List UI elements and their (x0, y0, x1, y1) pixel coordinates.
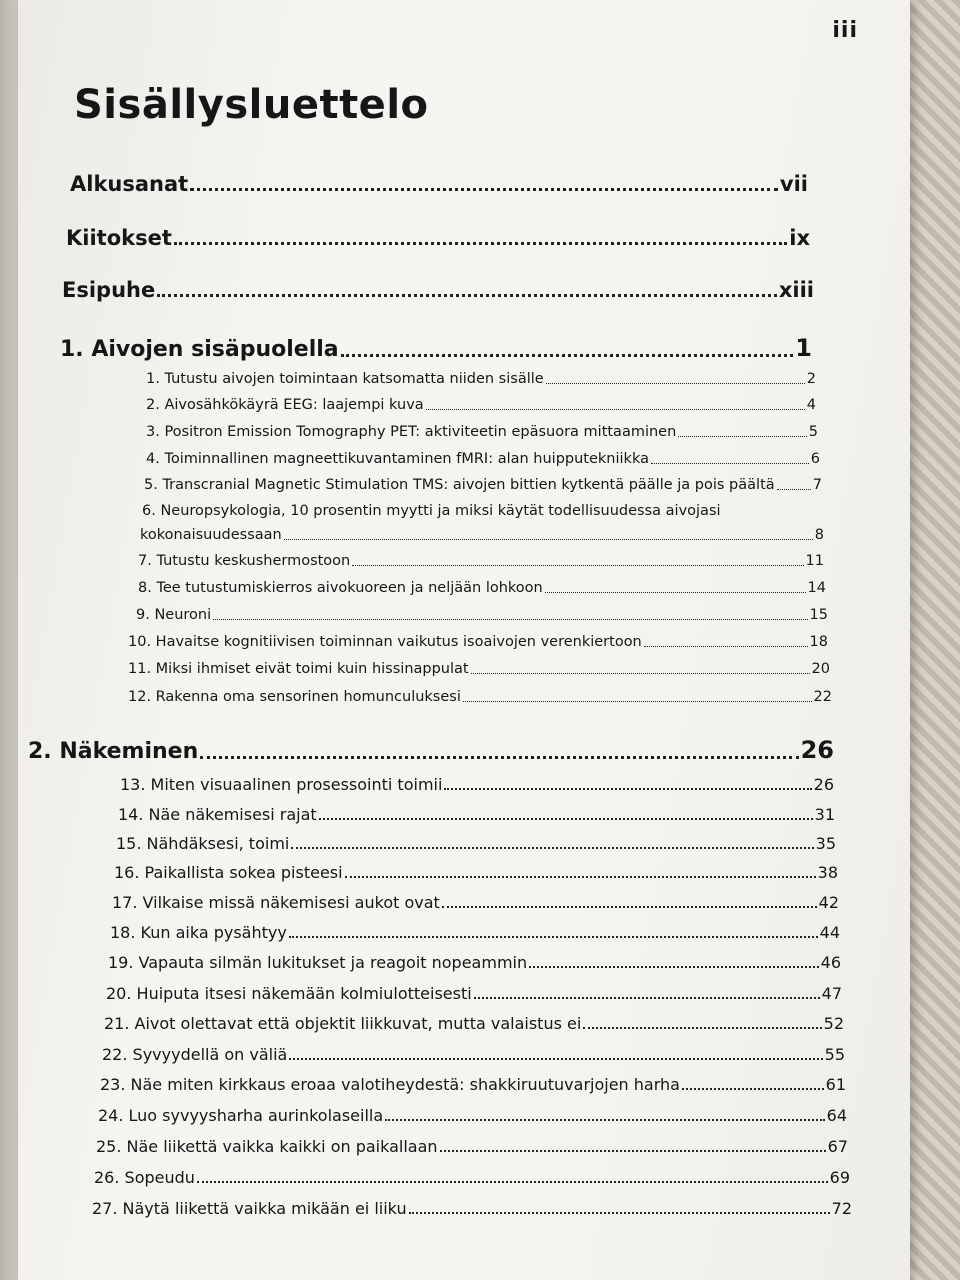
leader-dots (546, 383, 805, 384)
leader-dots (545, 592, 806, 593)
leader-dots (341, 354, 794, 357)
toc-label: kokonaisuudessaan (140, 527, 282, 543)
toc-page: 15 (809, 607, 828, 623)
toc-label: Alkusanat (70, 172, 189, 196)
toc-entry-10[interactable] (128, 634, 828, 650)
toc-front-kiitokset[interactable] (66, 226, 810, 250)
toc-page: 11 (805, 553, 824, 569)
toc-entry-27[interactable] (92, 1199, 852, 1218)
toc-entry-11[interactable] (128, 661, 830, 677)
toc-entry-16[interactable] (114, 863, 838, 882)
toc-page: 64 (826, 1106, 847, 1125)
leader-dots (385, 1119, 824, 1121)
toc-page: 22 (813, 689, 832, 705)
toc-label: 20. Huiputa itsesi näkemään kolmiulotteisesti (106, 984, 472, 1003)
leader-dots (444, 788, 811, 790)
toc-label: Kiitokset (66, 226, 172, 250)
toc-entry-21[interactable] (104, 1014, 844, 1033)
toc-page: 67 (827, 1137, 848, 1156)
toc-page: 6 (810, 451, 820, 467)
toc-label: 9. Neuroni (136, 607, 212, 623)
toc-page: 2 (806, 371, 816, 387)
toc-page: 14 (807, 580, 826, 596)
leader-dots (174, 242, 787, 245)
toc-chapter-1[interactable] (60, 334, 812, 362)
toc-page: 18 (809, 634, 828, 650)
toc-label: 26. Sopeudu (94, 1168, 195, 1187)
book-page (18, 0, 910, 1280)
toc-label: 19. Vapauta silmän lukitukset ja reagoit nopeammin (108, 953, 528, 972)
leader-dots (440, 1150, 826, 1152)
toc-page: 72 (831, 1199, 852, 1218)
leader-dots (651, 463, 809, 464)
leader-dots (319, 818, 813, 820)
toc-entry-12[interactable] (128, 689, 832, 705)
toc-entry-17[interactable] (112, 893, 839, 912)
toc-entry-13[interactable] (120, 775, 834, 794)
leader-dots (190, 188, 778, 191)
toc-page: 46 (820, 953, 841, 972)
toc-page: 35 (815, 834, 836, 853)
leader-dots (289, 1058, 822, 1060)
page-title: Sisällysluettelo (74, 82, 429, 128)
leader-dots (291, 847, 813, 849)
leader-dots (157, 294, 777, 297)
toc-entry-24[interactable] (98, 1106, 847, 1125)
leader-dots (463, 701, 812, 702)
toc-page: vii (779, 172, 808, 196)
leader-dots (289, 936, 818, 938)
toc-entry-5[interactable] (144, 477, 822, 493)
toc-entry-25[interactable] (96, 1137, 848, 1156)
toc-entry-3[interactable] (146, 424, 818, 440)
toc-label: 13. Miten visuaalinen prosessointi toimii (120, 775, 443, 794)
toc-page: 5 (808, 424, 818, 440)
toc-label: 18. Kun aika pysähtyy (110, 923, 287, 942)
toc-label: 16. Paikallista sokea pisteesi (114, 863, 343, 882)
toc-label: 25. Näe liikettä vaikka kaikki on paikallaan (96, 1137, 438, 1156)
toc-page: 26 (813, 775, 834, 794)
toc-label: 10. Havaitse kognitiivisen toiminnan vaikutus isoaivojen verenkiertoon (128, 634, 642, 650)
toc-page: 47 (821, 984, 842, 1003)
toc-page: 7 (812, 477, 822, 493)
toc-chapter-2[interactable] (28, 736, 834, 764)
toc-page: 61 (825, 1075, 846, 1094)
leader-dots (200, 756, 798, 759)
toc-page: 1 (795, 334, 812, 362)
toc-entry-9[interactable] (136, 607, 828, 623)
toc-label: 11. Miksi ihmiset eivät toimi kuin hissinappulat (128, 661, 469, 677)
toc-entry-14[interactable] (118, 805, 835, 824)
toc-entry-18[interactable] (110, 923, 840, 942)
toc-label: 15. Nähdäksesi, toimi (116, 834, 290, 853)
toc-label: Esipuhe (62, 278, 156, 302)
toc-label: 7. Tutustu keskushermostoon (138, 553, 351, 569)
toc-label: 8. Tee tutustumiskierros aivokuoreen ja neljään lohkoon (138, 580, 543, 596)
toc-entry-23[interactable] (100, 1075, 846, 1094)
toc-page: 31 (814, 805, 835, 824)
toc-page: 55 (824, 1045, 845, 1064)
toc-label: 3. Positron Emission Tomography PET: aktiviteetin epäsuora mittaaminen (146, 424, 677, 440)
toc-page: 4 (806, 397, 816, 413)
toc-page: 20 (811, 661, 830, 677)
toc-label: 5. Transcranial Magnetic Stimulation TMS: aivojen bittien kytkentä päälle ja pois päältä (144, 477, 775, 493)
leader-dots (284, 539, 813, 540)
leader-dots (352, 565, 803, 566)
toc-page: 44 (819, 923, 840, 942)
toc-entry-4[interactable] (146, 451, 820, 467)
toc-label: 1. Aivojen sisäpuolella (60, 337, 339, 362)
toc-label: 21. Aivot olettavat että objektit liikkuvat, mutta valaistus ei (104, 1014, 582, 1033)
toc-label: 12. Rakenna oma sensorinen homunculuksesi (128, 689, 461, 705)
leader-dots (529, 966, 819, 968)
toc-page: 38 (817, 863, 838, 882)
toc-entry-26[interactable] (94, 1168, 850, 1187)
leader-dots (777, 489, 811, 490)
toc-label: 2. Näkeminen (28, 739, 199, 764)
leader-dots (471, 673, 810, 674)
leader-dots (426, 409, 805, 410)
toc-page: 26 (800, 736, 834, 764)
toc-front-alkusanat[interactable] (70, 172, 808, 196)
toc-entry-15[interactable] (116, 834, 836, 853)
toc-label: 14. Näe näkemisesi rajat (118, 805, 317, 824)
leader-dots (678, 436, 806, 437)
leader-dots (409, 1212, 830, 1214)
toc-page: ix (789, 226, 810, 250)
page-number: iii (832, 18, 858, 43)
toc-label: 27. Näytä liikettä vaikka mikään ei liiku (92, 1199, 407, 1218)
toc-page: 42 (818, 893, 839, 912)
toc-entry-22[interactable] (102, 1045, 845, 1064)
leader-dots (644, 646, 808, 647)
toc-page: 52 (823, 1014, 844, 1033)
toc-entry-6[interactable] (140, 527, 824, 543)
leader-dots (442, 906, 817, 908)
toc-label: 24. Luo syvyysharha aurinkolaseilla (98, 1106, 384, 1125)
toc-front-esipuhe[interactable] (62, 278, 814, 302)
toc-label: 17. Vilkaise missä näkemisesi aukot ovat (112, 893, 440, 912)
toc-label: 2. Aivosähkökäyrä EEG: laajempi kuva (146, 397, 424, 413)
toc-label: 4. Toiminnallinen magneettikuvantaminen fMRI: alan huipputekniikka (146, 451, 649, 467)
toc-label: 1. Tutustu aivojen toimintaan katsomatta niiden sisälle (146, 371, 544, 387)
toc-label: 23. Näe miten kirkkaus eroaa valotiheydestä: shakkiruutuvarjojen harha (100, 1075, 680, 1094)
toc-entry-20[interactable] (106, 984, 842, 1003)
toc-page: xiii (778, 278, 814, 302)
toc-entry-19[interactable] (108, 953, 841, 972)
leader-dots (213, 619, 807, 620)
leader-dots (474, 997, 820, 999)
toc-page: 69 (829, 1168, 850, 1187)
toc-entry-2[interactable] (146, 397, 816, 413)
leader-dots (583, 1027, 821, 1029)
toc-entry-1[interactable] (146, 371, 816, 387)
toc-entry-8[interactable] (138, 580, 826, 596)
leader-dots (345, 876, 816, 878)
leader-dots (197, 1181, 828, 1183)
toc-entry-6-line1[interactable]: 6. Neuropsykologia, 10 prosentin myytti ja miksi käytät todellisuudessa aivojasi (142, 503, 721, 519)
toc-label: 22. Syvyydellä on väliä (102, 1045, 288, 1064)
toc-entry-7[interactable] (138, 553, 824, 569)
leader-dots (682, 1088, 824, 1090)
toc-page: 8 (814, 527, 824, 543)
